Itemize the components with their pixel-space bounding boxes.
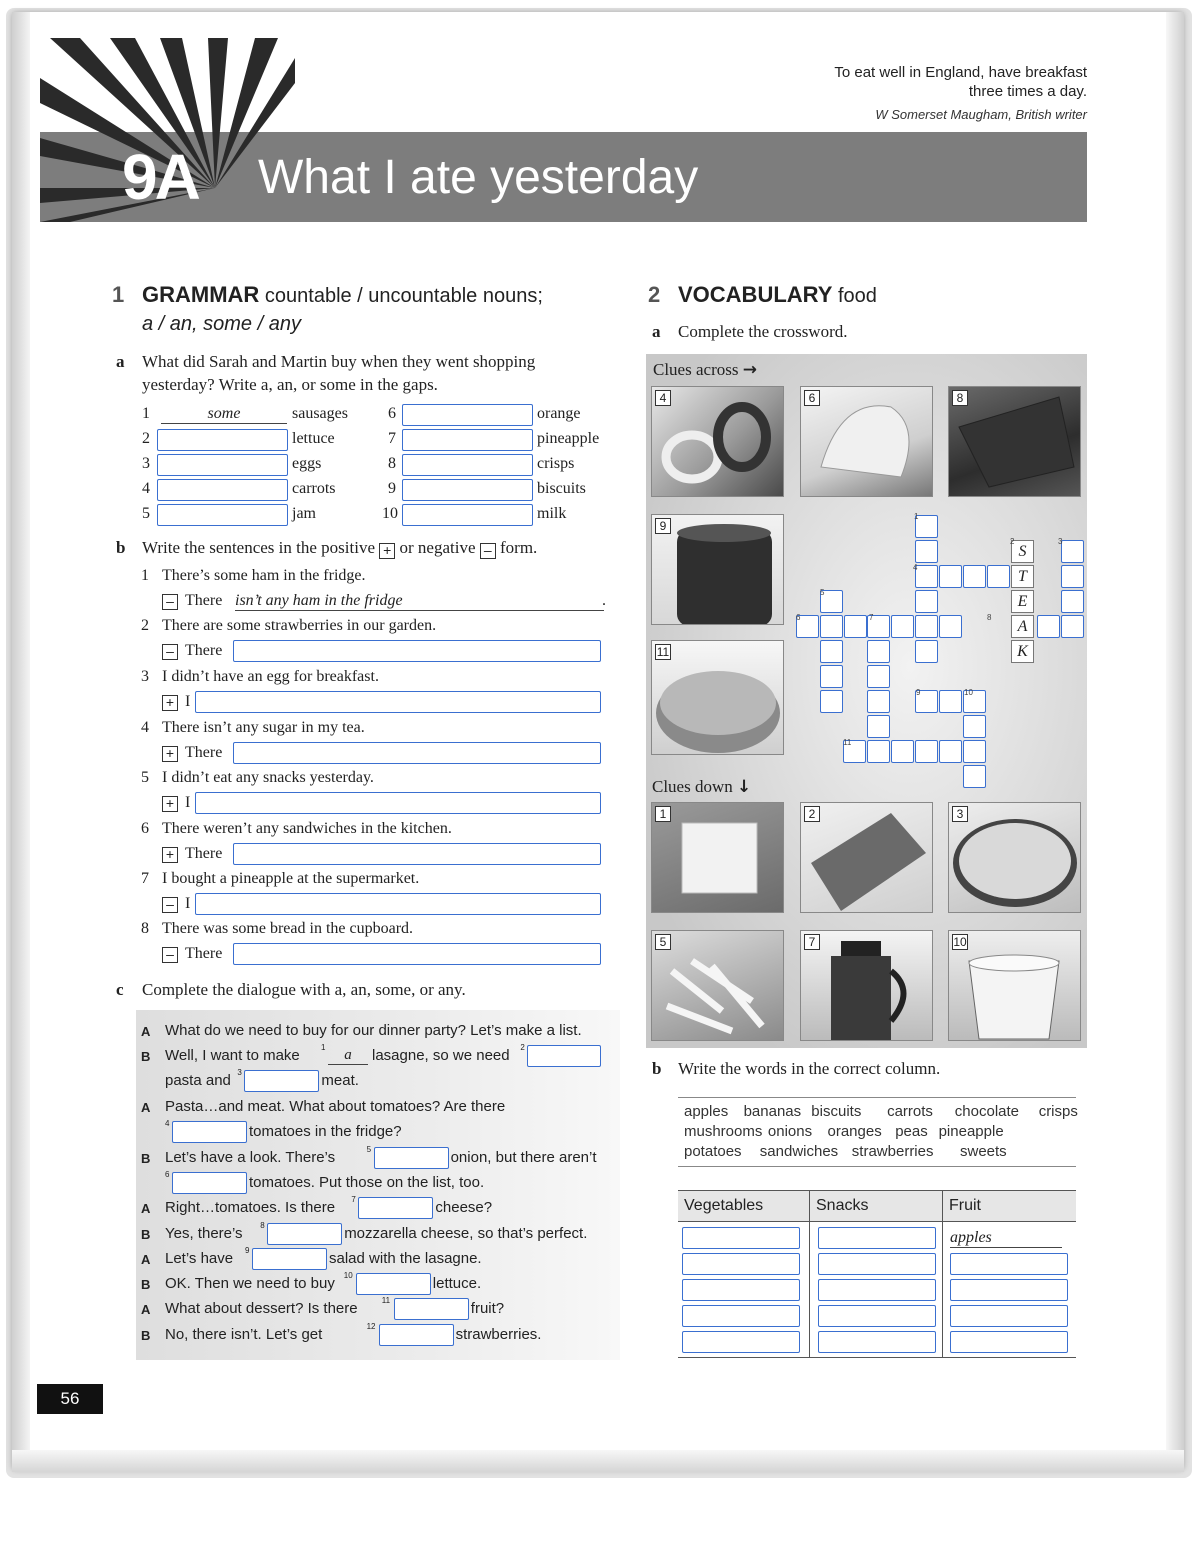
answer-blank[interactable] xyxy=(195,691,601,713)
crossword-cell[interactable] xyxy=(963,740,986,763)
section-title: VOCABULARY xyxy=(678,282,833,307)
gap-number: 1 xyxy=(321,1043,326,1052)
sentence-text: There isn’t any sugar in my tea. xyxy=(162,719,365,736)
crossword-clue-number: 8 xyxy=(987,613,992,622)
answer-blank[interactable] xyxy=(157,504,288,526)
section-number: 1 xyxy=(112,282,125,307)
dialogue-blank[interactable] xyxy=(244,1070,319,1092)
sentence-start: There xyxy=(185,592,223,609)
gap-number: 4 xyxy=(165,1119,170,1128)
butter-image xyxy=(652,803,784,913)
minus-sign-icon: – xyxy=(480,543,496,559)
dialogue-text: tomatoes in the fridge? xyxy=(249,1123,402,1140)
sentence-number: 4 xyxy=(141,719,149,736)
answer-blank[interactable] xyxy=(195,792,601,814)
clue-number: 8 xyxy=(952,390,968,406)
word-bank-item: onions xyxy=(767,1123,813,1140)
dialogue-text: Let’s have a look. There’s xyxy=(165,1149,336,1166)
answer-example: isn’t any ham in the fridge xyxy=(235,592,604,611)
dialogue-text: cheese? xyxy=(435,1199,493,1216)
answer-blank[interactable] xyxy=(402,429,533,451)
exercise-instruction xyxy=(142,350,535,396)
crossword-clue-number: 5 xyxy=(820,588,825,597)
item-word: crisps xyxy=(537,455,575,472)
table-blank[interactable] xyxy=(818,1253,936,1275)
item-number: 9 xyxy=(388,480,396,497)
gap-number: 11 xyxy=(381,1296,391,1305)
crossword-cell[interactable] xyxy=(915,615,938,638)
item-number: 4 xyxy=(142,480,150,497)
dialogue-text: strawberries. xyxy=(455,1326,542,1343)
dialogue-text: tomatoes. Put those on the list, too. xyxy=(249,1174,485,1191)
table-blank[interactable] xyxy=(682,1227,800,1249)
item-word: pineapple xyxy=(537,430,600,447)
gap-number: 9 xyxy=(245,1246,250,1255)
table-blank[interactable] xyxy=(950,1305,1068,1327)
word-bank-item: crisps xyxy=(1038,1103,1078,1120)
exercise-instruction: Complete the crossword. xyxy=(678,322,848,341)
plus-sign-icon: + xyxy=(162,746,178,762)
word-bank-item: mushrooms xyxy=(684,1123,763,1140)
plus-sign-icon: + xyxy=(379,543,395,559)
answer-blank[interactable] xyxy=(157,479,288,501)
column-divider xyxy=(809,1190,810,1358)
milk-jug-image xyxy=(949,931,1081,1041)
speaker-label: A xyxy=(141,1024,151,1039)
gap-number: 12 xyxy=(366,1322,376,1331)
dialogue-blank[interactable] xyxy=(527,1045,601,1067)
word-bank-item: oranges xyxy=(827,1123,882,1140)
table-blank[interactable] xyxy=(818,1279,936,1301)
word-bank-item: apples xyxy=(684,1103,729,1120)
sentence-number: 7 xyxy=(141,870,149,887)
dialogue-blank[interactable] xyxy=(356,1273,431,1295)
table-blank[interactable] xyxy=(682,1331,800,1353)
coffee-pot-image xyxy=(801,931,933,1041)
answer-blank[interactable] xyxy=(402,479,533,501)
quote-line: three times a day. xyxy=(968,83,1087,100)
page-edge-bottom xyxy=(12,1450,1184,1472)
crossword-cell[interactable] xyxy=(1037,615,1060,638)
item-word: orange xyxy=(537,405,581,422)
clues-down-heading xyxy=(652,777,751,797)
clues-across-heading xyxy=(653,360,757,380)
dialogue-text: fruit? xyxy=(470,1300,505,1317)
crossword-cell[interactable] xyxy=(820,615,843,638)
page-fold-left xyxy=(12,12,30,1470)
dialogue-text: Right…tomatoes. Is there xyxy=(165,1199,336,1216)
word-bank-item: sandwiches xyxy=(759,1143,839,1160)
jam-jar-image xyxy=(652,515,784,625)
exercise-letter: a xyxy=(116,352,125,371)
crossword-cell[interactable] xyxy=(939,565,962,588)
dialogue-text: salad with the lasagne. xyxy=(329,1250,482,1267)
crossword-cell[interactable] xyxy=(1061,565,1084,588)
clue-number: 1 xyxy=(655,806,671,822)
dialogue-text: pasta and xyxy=(165,1072,231,1089)
dialogue-text: lettuce. xyxy=(432,1275,482,1292)
gap-number: 3 xyxy=(237,1068,242,1077)
exercise-letter: a xyxy=(652,322,661,341)
section-number: 2 xyxy=(648,282,661,307)
dialogue-text: OK. Then we need to buy xyxy=(165,1275,335,1292)
photo-calamari xyxy=(651,386,784,497)
clue-number: 2 xyxy=(804,806,820,822)
table-blank[interactable] xyxy=(818,1227,936,1249)
table-blank[interactable] xyxy=(682,1253,800,1275)
clue-number: 3 xyxy=(952,806,968,822)
instruction-line: yesterday? Write a, an, or some in the gaps. xyxy=(142,375,438,394)
crossword-cell[interactable] xyxy=(1061,590,1084,613)
speaker-label: A xyxy=(141,1252,151,1267)
crossword-cell[interactable] xyxy=(867,640,890,663)
exercise-instruction: Write the words in the correct column. xyxy=(678,1059,941,1078)
unit-number: 9A xyxy=(122,141,198,213)
table-blank[interactable] xyxy=(950,1331,1068,1353)
speaker-label: B xyxy=(141,1227,151,1242)
dialogue-text: Yes, there’s xyxy=(165,1225,243,1242)
crossword-clue-number: 10 xyxy=(964,688,973,697)
exercise-instruction xyxy=(142,536,537,559)
speaker-label: B xyxy=(141,1151,151,1166)
item-number: 6 xyxy=(388,405,396,422)
sentence-text: There are some strawberries in our garden. xyxy=(162,617,437,634)
sentence-number: 1 xyxy=(141,567,149,584)
page-number: 56 xyxy=(37,1384,103,1414)
bread-image xyxy=(801,803,933,913)
cake-image xyxy=(949,387,1081,497)
answer-blank[interactable] xyxy=(157,454,288,476)
section-subtitle: countable / uncountable nouns; xyxy=(264,285,543,307)
instruction-line: What did Sarah and Martin buy when they went shopping xyxy=(142,352,536,371)
speaker-label: A xyxy=(141,1100,151,1115)
table-blank[interactable] xyxy=(682,1305,800,1327)
dialogue-text: Pasta…and meat. What about tomatoes? Are there xyxy=(165,1098,506,1115)
exercise-instruction: Complete the dialogue with a, an, some, or any. xyxy=(142,980,466,999)
crossword-cell[interactable] xyxy=(987,565,1010,588)
sentence-number: 6 xyxy=(141,820,149,837)
exercise-letter: b xyxy=(652,1059,662,1078)
dialogue-text: Well, I want to make xyxy=(165,1047,300,1064)
speaker-label: A xyxy=(141,1302,151,1317)
full-stop: . xyxy=(602,592,606,609)
crossword-clue-number: 9 xyxy=(916,688,921,697)
photo-rice xyxy=(948,802,1081,913)
gap-number: 7 xyxy=(351,1195,356,1204)
plus-sign-icon: + xyxy=(162,695,178,711)
answer-blank[interactable] xyxy=(233,742,601,764)
dialogue-text: meat. xyxy=(321,1072,359,1089)
column-header-vegetables: Vegetables xyxy=(678,1190,810,1222)
crossword-cell[interactable] xyxy=(915,740,938,763)
crossword-cell[interactable] xyxy=(915,640,938,663)
crossword-cell[interactable] xyxy=(820,665,843,688)
clue-number: 9 xyxy=(655,518,671,534)
crossword-clue-number: 6 xyxy=(796,613,801,622)
gap-number: 8 xyxy=(260,1221,265,1230)
word-bank-item: strawberries xyxy=(851,1143,934,1160)
crossword-cell[interactable] xyxy=(963,765,986,788)
gap-number: 6 xyxy=(165,1170,170,1179)
chicken-image xyxy=(801,387,933,497)
table-blank[interactable] xyxy=(950,1279,1068,1301)
instruction-text: form. xyxy=(500,538,538,557)
photo-milk xyxy=(948,930,1081,1041)
sentence-text: I bought a pineapple at the supermarket. xyxy=(162,870,420,887)
item-number: 8 xyxy=(388,455,396,472)
dialogue-blank[interactable] xyxy=(267,1223,342,1245)
answer-blank[interactable] xyxy=(157,429,288,451)
sentence-start: There xyxy=(185,744,223,761)
dialogue-blank[interactable] xyxy=(358,1197,433,1219)
dialogue-blank[interactable] xyxy=(172,1172,247,1194)
gap-number: 5 xyxy=(366,1145,372,1154)
photo-butter xyxy=(651,802,784,913)
exercise-letter: b xyxy=(116,538,126,557)
instruction-text: Write the sentences in the positive xyxy=(142,538,375,557)
sentence-text: There’s some ham in the fridge. xyxy=(162,567,366,584)
crossword-clue-number: 2 xyxy=(1010,537,1015,546)
crossword-cell[interactable] xyxy=(939,615,962,638)
clues-across-label: Clues across xyxy=(653,360,739,379)
crossword-cell[interactable] xyxy=(963,715,986,738)
photo-cake xyxy=(948,386,1081,497)
sentence-start: There xyxy=(185,642,223,659)
crossword-cell[interactable] xyxy=(867,715,890,738)
answer-blank[interactable] xyxy=(402,454,533,476)
item-word: lettuce xyxy=(292,430,335,447)
answer-example: some xyxy=(161,405,287,424)
photo-chicken xyxy=(800,386,933,497)
sentence-start: I xyxy=(185,895,191,912)
crossword-cell[interactable] xyxy=(844,615,867,638)
crossword-example-letter: A xyxy=(1011,615,1034,638)
speaker-label: B xyxy=(141,1277,151,1292)
speaker-label: B xyxy=(141,1328,151,1343)
minus-sign-icon: – xyxy=(162,897,178,913)
sentence-text: There was some bread in the cupboard. xyxy=(162,920,414,937)
sentence-text: There weren’t any sandwiches in the kitchen. xyxy=(162,820,452,837)
item-number: 1 xyxy=(142,405,150,422)
clue-number: 5 xyxy=(655,934,671,950)
sentence-text: I didn’t eat any snacks yesterday. xyxy=(162,769,374,786)
word-bank-item: potatoes xyxy=(684,1143,742,1160)
clue-number: 7 xyxy=(804,934,820,950)
crossword-cell[interactable] xyxy=(963,565,986,588)
answer-blank[interactable] xyxy=(233,843,601,865)
sentence-number: 5 xyxy=(141,769,149,786)
sentence-start: There xyxy=(185,845,223,862)
dialogue-blank[interactable] xyxy=(172,1121,247,1143)
crossword-cell[interactable] xyxy=(867,690,890,713)
table-blank[interactable] xyxy=(818,1331,936,1353)
page-fold-right xyxy=(1166,12,1184,1470)
dialogue-text: Let’s have xyxy=(165,1250,234,1267)
word-bank-item: peas xyxy=(895,1123,928,1140)
column-header-snacks: Snacks xyxy=(810,1190,943,1222)
crossword-cell[interactable] xyxy=(820,690,843,713)
section-subtitle: food xyxy=(837,285,877,307)
quote-line: To eat well in England, have breakfast xyxy=(834,64,1087,81)
unit-title: What I ate yesterday xyxy=(258,151,699,204)
minus-sign-icon: – xyxy=(162,594,178,610)
word-bank-item: chocolate xyxy=(954,1103,1020,1120)
item-number: 7 xyxy=(388,430,396,447)
item-word: milk xyxy=(537,505,567,522)
clues-down-label: Clues down xyxy=(652,777,733,796)
section-subtitle-2: a / an, some / any xyxy=(142,313,301,335)
dialogue-text: lasagne, so we need xyxy=(372,1047,510,1064)
minus-sign-icon: – xyxy=(162,947,178,963)
speaker-label: A xyxy=(141,1201,151,1216)
table-blank[interactable] xyxy=(818,1305,936,1327)
chips-image xyxy=(652,931,784,1041)
dialogue-text: mozzarella cheese, so that’s perfect. xyxy=(344,1225,588,1242)
crossword-cell[interactable] xyxy=(891,740,914,763)
section-heading xyxy=(142,282,543,308)
dialogue-text: No, there isn’t. Let’s get xyxy=(165,1326,323,1343)
crossword-clue-number: 4 xyxy=(913,563,918,572)
clue-number: 11 xyxy=(656,645,670,659)
minus-sign-icon: – xyxy=(162,644,178,660)
dialogue-blank[interactable] xyxy=(252,1248,327,1270)
crossword-cell[interactable] xyxy=(891,615,914,638)
crossword-clue-number: 7 xyxy=(869,613,874,622)
dialogue-text: onion, but there aren’t xyxy=(450,1149,597,1166)
calamari-image xyxy=(652,387,784,497)
dialogue-text: What about dessert? Is there xyxy=(165,1300,358,1317)
clue-number: 6 xyxy=(804,390,820,406)
photo-jam xyxy=(651,514,784,625)
dialogue-blank[interactable] xyxy=(394,1298,469,1320)
word-bank-item: biscuits xyxy=(811,1103,862,1120)
answer-blank[interactable] xyxy=(402,504,533,526)
column-header-fruit: Fruit xyxy=(943,1190,1076,1222)
dialogue-blank[interactable] xyxy=(374,1147,449,1169)
photo-bread xyxy=(800,802,933,913)
fruit-example: apples xyxy=(950,1229,1062,1248)
answer-blank[interactable] xyxy=(195,893,601,915)
crossword-example-letter: S xyxy=(1011,540,1034,563)
crossword-cell[interactable] xyxy=(1061,615,1084,638)
crossword-clue-number: 11 xyxy=(843,738,852,747)
word-bank-item: pineapple xyxy=(938,1123,1004,1140)
item-word: eggs xyxy=(292,455,322,472)
arrow-right-icon: → xyxy=(742,360,757,380)
gap-number: 10 xyxy=(343,1271,353,1280)
sentence-start: I xyxy=(185,794,191,811)
photo-chips xyxy=(651,930,784,1041)
photo-coffee xyxy=(800,930,933,1041)
dialogue-text: What do we need to buy for our dinner party? Let’s make a list. xyxy=(165,1022,582,1039)
word-bank-item: bananas xyxy=(743,1103,802,1120)
plus-sign-icon: + xyxy=(162,847,178,863)
quote-author: W Somerset Maugham, British writer xyxy=(875,107,1087,122)
crossword-cell[interactable] xyxy=(915,590,938,613)
answer-blank[interactable] xyxy=(233,640,601,662)
sentence-number: 2 xyxy=(141,617,149,634)
answer-blank[interactable] xyxy=(402,404,533,426)
cereal-image xyxy=(652,641,784,755)
table-blank[interactable] xyxy=(682,1279,800,1301)
plus-sign-icon: + xyxy=(162,796,178,812)
quote xyxy=(757,63,1087,101)
arrow-down-icon: ↓ xyxy=(737,777,752,797)
crossword-cell[interactable] xyxy=(939,690,962,713)
crossword-cell[interactable] xyxy=(867,740,890,763)
item-number: 5 xyxy=(142,505,150,522)
sentence-number: 8 xyxy=(141,920,149,937)
column-divider xyxy=(942,1190,943,1358)
crossword-example-letter: T xyxy=(1011,565,1034,588)
crossword-clue-number: 1 xyxy=(914,512,919,521)
sentence-start: I xyxy=(185,693,191,710)
crossword-example-letter: E xyxy=(1011,590,1034,613)
sentence-text: I didn’t have an egg for breakfast. xyxy=(162,668,379,685)
item-number: 2 xyxy=(142,430,150,447)
rice-image xyxy=(949,803,1081,913)
clue-number: 10 xyxy=(953,935,967,949)
item-word: carrots xyxy=(292,480,336,497)
sentence-start: There xyxy=(185,945,223,962)
speaker-label: B xyxy=(141,1049,151,1064)
item-number: 10 xyxy=(382,505,398,522)
crossword-cell[interactable] xyxy=(820,640,843,663)
item-word: sausages xyxy=(292,405,348,422)
item-word: biscuits xyxy=(537,480,586,497)
answer-blank[interactable] xyxy=(233,943,601,965)
crossword-cell[interactable] xyxy=(867,665,890,688)
sentence-number: 3 xyxy=(141,668,149,685)
crossword-cell[interactable] xyxy=(915,565,938,588)
crossword-example-letter: K xyxy=(1011,640,1034,663)
crossword-clue-number: 3 xyxy=(1058,537,1063,546)
answer-example: a xyxy=(328,1047,368,1065)
crossword-cell[interactable] xyxy=(915,540,938,563)
instruction-text: or negative xyxy=(399,538,476,557)
section-heading xyxy=(678,282,877,308)
crossword-cell[interactable] xyxy=(1061,540,1084,563)
gap-number: 2 xyxy=(520,1043,525,1052)
crossword-cell[interactable] xyxy=(939,740,962,763)
exercise-letter: c xyxy=(116,980,124,999)
item-word: jam xyxy=(292,505,316,522)
clue-number: 4 xyxy=(655,390,671,406)
section-title: GRAMMAR xyxy=(142,282,260,307)
item-number: 3 xyxy=(142,455,150,472)
dialogue-blank[interactable] xyxy=(379,1324,454,1346)
word-bank-item: sweets xyxy=(960,1143,1007,1160)
photo-cereal xyxy=(651,640,784,755)
table-blank[interactable] xyxy=(950,1253,1068,1275)
word-bank-item: carrots xyxy=(887,1103,933,1120)
